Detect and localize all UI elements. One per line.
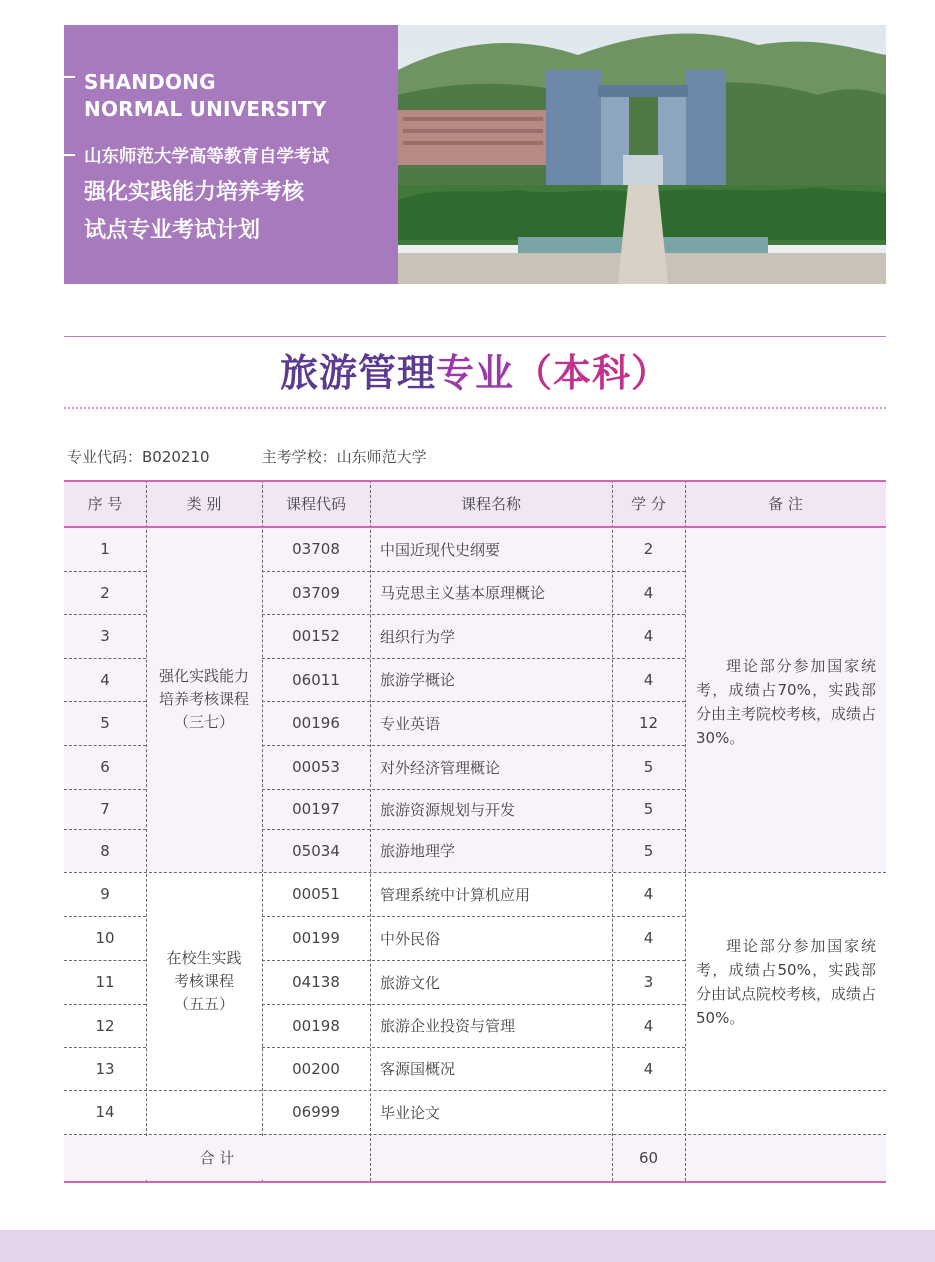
course-code: 00053 [292,758,340,776]
grid-line [64,789,146,790]
course-credit: 4 [643,1059,654,1078]
grid-line [64,571,146,572]
grid-line [64,614,146,615]
grid-line [64,701,146,702]
grid-line [685,480,686,1181]
exam-plan-table [64,480,886,1183]
footer-band [0,1230,935,1262]
course-credit: 4 [643,929,654,947]
course-code: 00198 [292,1016,340,1035]
course-name: 中外民俗 [380,929,441,948]
course-credit: 4 [643,627,654,645]
grid-line [64,960,146,961]
course-credit: 12 [638,714,659,732]
campus-photo [398,25,886,284]
category-group1-line1: 强化实践能力 [158,667,249,685]
total-credit: 60 [638,1148,659,1167]
course-name: 组织行为学 [380,627,456,646]
grid-line [64,1047,146,1048]
course-name: 中国近现代史纲要 [380,540,501,559]
grid-line [262,916,685,917]
title-major-name: 旅游管理 [279,351,436,395]
grid-line [262,960,685,961]
course-name: 客源国概况 [380,1060,456,1078]
row-number: 8 [100,841,110,860]
grid-line [64,1090,886,1091]
grid-line [64,745,146,746]
course-name: 旅游地理学 [380,842,456,860]
remark-group2: 理论部分参加国家统考，成绩占50%，实践部分由试点院校考核，成绩占50%。 [696,937,877,1027]
title-degree-level: （本科） [514,351,671,395]
table-header-border [64,526,886,528]
course-credit: 3 [643,973,654,991]
banner-subtitle-1: 山东师范大学高等教育自学考试 [84,147,329,167]
remark-group1: 理论部分参加国家统考，成绩占70%，实践部分由主考院校考核，成绩占30%。 [696,657,877,747]
course-code: 06999 [292,1103,340,1121]
row-number: 5 [100,714,110,732]
grid-line [146,480,147,1181]
banner-subtitle-3: 试点专业考试计划 [84,218,261,243]
row-number: 1 [100,540,110,558]
title-bottom-rule [64,407,886,409]
category-group2-line1: 在校生实践 [166,948,242,967]
major-code: 专业代码：B020210 [67,448,210,466]
title-top-rule [64,336,886,337]
course-code: 05034 [292,841,340,860]
course-credit: 5 [643,800,654,818]
header-banner [64,25,886,284]
course-name: 对外经济管理概论 [380,758,501,777]
course-code: 06011 [292,670,340,689]
grid-line [64,829,146,830]
table-bottom-border [64,1181,886,1183]
course-code: 03709 [292,583,340,602]
row-number: 3 [100,627,110,645]
course-credit: 4 [643,1016,654,1035]
course-code: 00199 [292,929,340,947]
header-credit: 学 分 [612,480,685,527]
banner-subtitle-2: 强化实践能力培养考核 [84,180,305,205]
row-number: 2 [100,583,110,602]
row-number: 9 [100,885,110,903]
row-number: 10 [95,929,115,947]
course-code: 00196 [292,714,340,732]
table-top-border [64,480,886,482]
header-course-name: 课程名称 [370,480,612,527]
decorative-tick [64,154,75,156]
banner-text-panel [64,25,398,284]
grid-line [64,916,146,917]
decorative-tick [64,76,75,78]
course-name: 旅游文化 [380,973,441,992]
grid-line [64,1004,146,1005]
course-code: 00200 [292,1059,340,1078]
course-code: 00051 [292,885,340,903]
campus-photo-illustration [398,25,886,284]
host-school: 主考学校：山东师范大学 [261,448,427,466]
grid-line [262,614,685,615]
course-credit: 5 [643,758,654,776]
grid-line [370,480,371,1181]
grid-line [262,571,685,572]
major-meta [67,446,427,467]
row-number: 11 [95,973,115,991]
total-label: 合 计 [199,1149,235,1167]
category-group2 [146,872,262,1090]
course-name: 毕业论文 [380,1103,441,1122]
course-credit: 5 [643,841,654,860]
category-group2-line2: 考核课程 [173,971,234,990]
grid-line [262,658,685,659]
header-category: 类 别 [146,480,262,527]
category-group1-line2: 培养考核课程 [158,690,249,708]
grid-cover [260,1136,265,1180]
grid-line [64,1134,886,1135]
course-code: 00152 [292,627,340,645]
category-group1 [146,527,262,872]
title-major-word: 专业 [435,351,514,395]
course-name: 马克思主义基本原理概论 [380,584,546,602]
grid-cover [144,1136,149,1180]
grid-line [262,701,685,702]
category-group1-line3: （三七） [173,713,234,731]
grid-line [612,480,613,1181]
course-code: 04138 [292,973,340,991]
grid-line [64,872,886,873]
header-no: 序 号 [64,480,146,527]
course-credit: 4 [643,583,654,602]
page-title [64,347,886,399]
university-name-line2: NORMAL UNIVERSITY [84,97,327,121]
course-name: 旅游资源规划与开发 [380,800,516,819]
row-number: 7 [100,800,110,818]
row-number: 13 [95,1059,115,1078]
row-number: 4 [100,670,110,689]
header-course-code: 课程代码 [262,480,370,527]
course-credit: 2 [643,540,654,558]
course-name: 旅游企业投资与管理 [380,1017,516,1035]
grid-line [262,745,685,746]
grid-line [262,789,685,790]
category-group2-line3: （五五） [173,994,234,1013]
grid-line [262,1047,685,1048]
row-number: 14 [95,1103,115,1121]
course-name: 专业英语 [380,714,441,733]
grid-line [262,480,263,1181]
header-remarks: 备 注 [685,480,886,527]
university-name-line1: SHANDONG [84,70,216,94]
course-name: 管理系统中计算机应用 [380,885,531,904]
course-name: 旅游学概论 [380,671,456,689]
course-credit: 4 [643,885,654,903]
course-code: 03708 [292,540,340,558]
course-credit [612,1090,685,1134]
course-code: 00197 [292,800,340,818]
row-number: 6 [100,758,110,776]
course-credit: 4 [643,670,654,689]
row-number: 12 [95,1016,115,1035]
grid-line [64,658,146,659]
grid-line [262,829,685,830]
grid-line [262,1004,685,1005]
university-english-name [84,69,327,123]
